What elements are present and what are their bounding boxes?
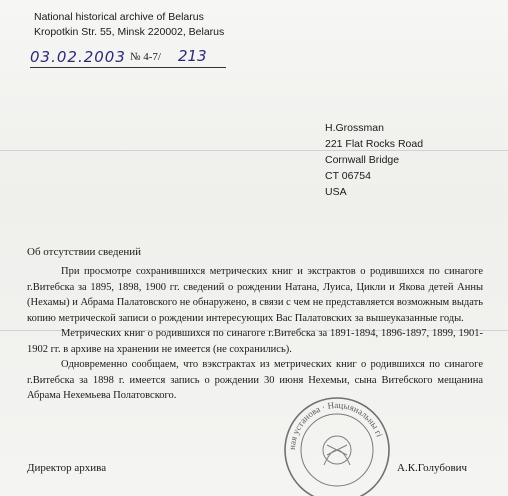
- reference-date: 03.02.2003: [30, 48, 126, 66]
- letter-subject: Об отсутствии сведений: [27, 246, 142, 258]
- reference-number-prefix: № 4-7/: [130, 51, 161, 63]
- signature-title: Директор архива: [27, 462, 107, 474]
- paper-fold: [0, 150, 508, 151]
- recipient-city: Cornwall Bridge: [325, 154, 400, 166]
- reference-underline: [30, 67, 226, 68]
- reference-line: [30, 48, 230, 72]
- recipient-name: H.Grossman: [325, 122, 384, 134]
- official-seal: [282, 395, 392, 496]
- seal-text: ная установа · Нацыянальны гі: [286, 399, 385, 451]
- letterhead-line-1: National historical archive of Belarus: [34, 11, 204, 23]
- reference-number: 213: [178, 47, 207, 65]
- recipient-address: [325, 120, 423, 200]
- seal-emblem: [323, 436, 351, 465]
- recipient-street: 221 Flat Rocks Road: [325, 138, 424, 150]
- body-paragraph-1: При просмотре сохранившихся метрических книг и экстрактов о родившихся по синагоге г.Витебска за 1895, 1898, 1900 гг. сведений о рождении Натана, Луиса, Цикли и Якова детей Анны (Нехамы) и Абрама Палатовского не обнаружено, в связи с чем не представляется возможным выдать копию метрической записи о рождении интересующих Вас Палатовских за вышеуказанные годы.: [27, 266, 483, 324]
- body-paragraph-3: Одновременно сообщаем, что вэкстрактах из метрических книг о родившихся по синагоге г.Витебска за 1898 г. имеется запись о рождении 30 июня Нехемьи, сына Витебского мещанина Абрама Нехемьева Полатовского.: [27, 359, 483, 401]
- letterhead-line-2: Kropotkin Str. 55, Minsk 220002, Belarus: [34, 26, 225, 38]
- signature-name: А.К.Голубович: [397, 462, 468, 474]
- body-paragraph-2: Метрических книг о родившихся по синагоге г.Витебска за 1891-1894, 1896-1897, 1899, 1901-1902 гг. в архиве на хранении не имеется (не сохранились).: [27, 328, 483, 355]
- recipient-country: USA: [325, 186, 347, 198]
- recipient-zip: CT 06754: [325, 170, 371, 182]
- letter-body: [27, 264, 483, 404]
- letterhead: [34, 10, 224, 40]
